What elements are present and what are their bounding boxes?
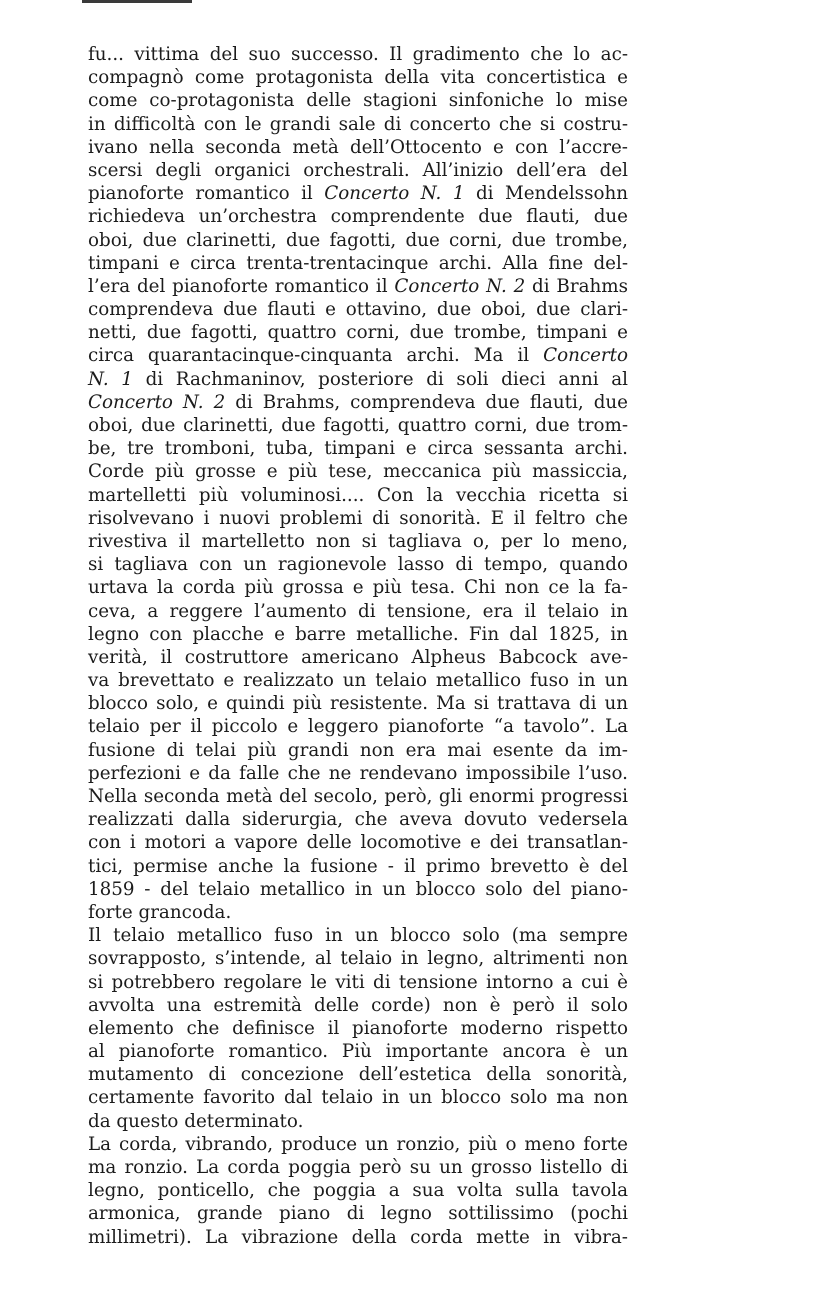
line-text: va brevettato e realizzato un telaio metallico fuso in un xyxy=(88,670,628,692)
italic-title: Concerto xyxy=(543,345,628,367)
text-line xyxy=(88,530,628,553)
line-text: rivestiva il martelletto non si tagliava o, per lo meno, xyxy=(88,530,628,552)
line-text: realizzati dalla siderurgia, che aveva dovuto vedersela xyxy=(88,809,628,831)
line-text: Corde più grosse e più tese, meccanica più massiccia, xyxy=(88,461,628,483)
top-rule xyxy=(82,0,192,3)
line-text: armonica, grande piano di legno sottilissimo (pochi xyxy=(88,1203,628,1225)
text-line xyxy=(88,947,628,970)
text-line xyxy=(88,1226,628,1249)
italic-title: Concerto N. 2 xyxy=(88,391,226,413)
line-text: millimetri). La vibrazione della corda mette in vibra- xyxy=(88,1226,628,1248)
text-line xyxy=(88,1040,628,1063)
line-text: sovrapposto, s’intende, al telaio in legno, altrimenti non xyxy=(88,948,628,970)
line-text: avvolta una estremità delle corde) non è però il solo xyxy=(88,994,628,1016)
text-line xyxy=(88,646,628,669)
line-text: urtava la corda più grossa e più tesa. Chi non ce la fa- xyxy=(88,577,628,599)
line-text: con i motori a vapore delle locomotive e dei transatlan- xyxy=(88,832,628,854)
line-text: timpani e circa trenta-trentacinque archi. Alla fine del- xyxy=(88,252,628,274)
text-line xyxy=(88,553,628,576)
line-text: da questo determinato. xyxy=(88,1110,304,1132)
text-line xyxy=(88,205,628,228)
text-line xyxy=(88,600,628,623)
line-text: comprendeva due flauti e ottavino, due oboi, due clari- xyxy=(88,299,628,321)
text-line xyxy=(88,855,628,878)
text-line xyxy=(88,1202,628,1225)
text-line xyxy=(88,344,628,367)
text-line xyxy=(88,762,628,785)
text-line xyxy=(88,901,628,924)
line-text: Nella seconda metà del secolo, però, gli enormi progressi xyxy=(88,786,628,807)
line-text: di Mendelssohn xyxy=(464,183,629,205)
text-line xyxy=(88,89,628,112)
line-text: tici, permise anche la fusione - il primo brevetto è del xyxy=(88,855,628,877)
text-line xyxy=(88,391,628,414)
line-text: ceva, a reggere l’aumento di tensione, era il telaio in xyxy=(88,600,628,622)
text-line xyxy=(88,275,628,298)
line-text: l’era del pianoforte romantico il xyxy=(88,275,395,297)
text-line xyxy=(88,1179,628,1202)
line-text: compagnò come protagonista della vita concertistica e xyxy=(88,67,628,89)
text-line xyxy=(88,576,628,599)
text-line xyxy=(88,971,628,994)
line-text: come co-protagonista delle stagioni sinfoniche lo mise xyxy=(88,90,628,112)
line-text: di Brahms xyxy=(525,275,628,297)
text-line xyxy=(88,808,628,831)
line-text: certamente favorito dal telaio in un blocco solo ma non xyxy=(88,1087,628,1109)
text-line xyxy=(88,1063,628,1086)
line-text: verità, il costruttore americano Alpheus Babcock ave- xyxy=(88,646,628,668)
line-text: al pianoforte romantico. Più importante ancora è un xyxy=(88,1041,628,1063)
line-text: circa quarantacinque-cinquanta archi. Ma il xyxy=(88,345,544,367)
text-line xyxy=(88,1017,628,1040)
line-text: pianoforte romantico il xyxy=(88,183,325,205)
text-line xyxy=(88,136,628,159)
line-text: di Brahms, comprendeva due flauti, due xyxy=(225,391,628,413)
line-text: fusione di telai più grandi non era mai esente da im- xyxy=(88,739,628,761)
text-line xyxy=(88,159,628,182)
text-line xyxy=(88,229,628,252)
line-text: di Rachmaninov, posteriore di soli dieci anni al xyxy=(132,368,628,390)
text-line xyxy=(88,437,628,460)
line-text: oboi, due clarinetti, due fagotti, due corni, due trombe, xyxy=(88,229,628,251)
text-line xyxy=(88,669,628,692)
line-text: mutamento di concezione dell’estetica della sonorità, xyxy=(88,1064,628,1086)
line-text: oboi, due clarinetti, due fagotti, quattro corni, due trom- xyxy=(88,415,628,436)
text-line xyxy=(88,994,628,1017)
line-text: be, tre tromboni, tuba, timpani e circa sessanta archi. xyxy=(88,438,628,460)
line-text: martelletti più voluminosi.... Con la vecchia ricetta si xyxy=(88,484,628,506)
text-line xyxy=(88,182,628,205)
line-text: netti, due fagotti, quattro corni, due trombe, timpani e xyxy=(88,322,628,344)
text-line xyxy=(88,623,628,646)
line-text: perfezioni e da falle che ne rendevano impossibile l’uso. xyxy=(88,762,628,784)
text-line xyxy=(88,43,628,66)
text-line xyxy=(88,1133,628,1156)
text-line xyxy=(88,831,628,854)
text-line xyxy=(88,321,628,344)
text-line xyxy=(88,298,628,321)
text-line xyxy=(88,878,628,901)
line-text: risolvevano i nuovi problemi di sonorità. E il feltro che xyxy=(88,507,628,529)
line-text: ma ronzio. La corda poggia però su un grosso listello di xyxy=(88,1157,628,1178)
line-text: telaio per il piccolo e leggero pianoforte “a tavolo”. La xyxy=(88,716,628,738)
text-line xyxy=(88,785,628,808)
line-text: Il telaio metallico fuso in un blocco solo (ma sempre xyxy=(88,925,628,947)
line-text: si potrebbero regolare le viti di tensione intorno a cui è xyxy=(88,971,628,993)
line-text: blocco solo, e quindi più resistente. Ma si trattava di un xyxy=(88,693,628,715)
line-text: legno, ponticello, che poggia a sua volta sulla tavola xyxy=(88,1180,628,1202)
line-text: fu... vittima del suo successo. Il gradimento che lo ac- xyxy=(88,44,628,65)
text-line xyxy=(88,1156,628,1179)
text-line xyxy=(88,113,628,136)
line-text: legno con placche e barre metalliche. Fin dal 1825, in xyxy=(88,623,628,645)
text-line xyxy=(88,368,628,391)
line-text: La corda, vibrando, produce un ronzio, più o meno forte xyxy=(88,1133,628,1155)
line-text: ivano nella seconda metà dell’Ottocento e con l’accre- xyxy=(88,136,628,158)
text-line xyxy=(88,1110,628,1133)
line-text: 1859 - del telaio metallico in un blocco solo del piano- xyxy=(88,878,628,900)
text-line xyxy=(88,739,628,762)
text-line xyxy=(88,692,628,715)
italic-title: N. 1 xyxy=(88,368,133,390)
line-text: scersi degli organici orchestrali. All’inizio dell’era del xyxy=(88,159,628,181)
text-line xyxy=(88,1086,628,1109)
text-line xyxy=(88,484,628,507)
text-line xyxy=(88,507,628,530)
italic-title: Concerto N. 1 xyxy=(324,183,465,205)
text-line xyxy=(88,252,628,275)
italic-title: Concerto N. 2 xyxy=(394,275,526,297)
text-line xyxy=(88,715,628,738)
line-text: richiedeva un’orchestra comprendente due flauti, due xyxy=(88,206,628,228)
line-text: elemento che definisce il pianoforte moderno rispetto xyxy=(88,1017,628,1039)
text-line xyxy=(88,414,628,437)
line-text: in difficoltà con le grandi sale di concerto che si costru- xyxy=(88,113,628,135)
line-text: forte grancoda. xyxy=(88,901,232,923)
body-text xyxy=(88,43,628,1249)
text-line xyxy=(88,460,628,483)
line-text: si tagliava con un ragionevole lasso di tempo, quando xyxy=(88,554,628,576)
text-line xyxy=(88,66,628,89)
text-line xyxy=(88,924,628,947)
